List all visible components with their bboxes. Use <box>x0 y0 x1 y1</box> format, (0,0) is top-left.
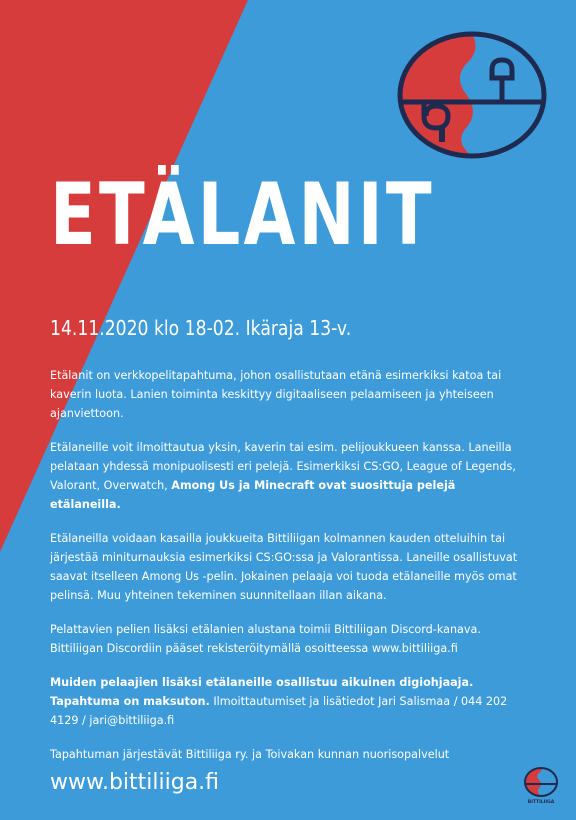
paragraph-discord <box>50 620 526 658</box>
paragraph-bold-text: Among Us ja Minecraft ovat suosittuja pelejä etälaneilla. <box>50 479 456 511</box>
website-link[interactable]: www.bittiliiga.fi <box>50 770 220 795</box>
paragraph-organizers <box>50 745 526 764</box>
bittiliiga-logo-icon <box>521 766 561 804</box>
bittiliiga-logo-icon <box>396 30 548 160</box>
paragraph-games <box>50 438 526 514</box>
paragraph-intro <box>50 366 526 423</box>
paragraph-bold-text: Muiden pelaajien lisäksi etälaneille osallistuu aikuinen digiohjaaja. Tapahtuma on maksuton. <box>50 676 474 708</box>
paragraph-text: Etälaneilla voidaan kasailla joukkueita Bittiliigan kolmannen kauden otteluihin tai järjestää miniturnauksia esimerkiksi CS:GO:ssa ja Valorantissa. Laneille osallistuvat saavat itselleen Among Us -pelin. Jokainen pelaaja voi tuoda etälaneille myös omat pelinsä. Muu yhteinen tekeminen suunnitellaan illan aikana. <box>50 532 518 602</box>
paragraph-text: Etälanit on verkkopelitapahtuma, johon osallistutaan etänä esimerkiksi katoa tai kaverin luota. Lanien toiminta keskittyy digitaaliseen pelaamiseen ja yhteiseen ajanviettoon. <box>50 369 502 420</box>
paragraph-text: Etälaneille voit ilmoittautua yksin, kaverin tai esim. pelijoukkueen kanssa. Laneilla pelataan yhdessä monipuolisesti eri pelejä. Esimerkiksi CS:GO, League of Legends, Valorant, Overwatch, <box>50 441 516 492</box>
page-title: ETÄLANIT <box>50 165 435 265</box>
paragraph-text: Tapahtuman järjestävät Bittiliiga ry. ja Toivakan kunnan nuorisopalvelut <box>50 748 450 761</box>
body-text <box>50 366 526 779</box>
logo-small-text: BITTILIIGA <box>527 800 555 804</box>
event-date-line: 14.11.2020 klo 18-02. Ikäraja 13-v. <box>50 316 352 340</box>
paragraph-teams <box>50 529 526 605</box>
paragraph-registration <box>50 673 526 730</box>
paragraph-text: Ilmoittautumiset ja lisätiedot Jari Salismaa / 044 202 4129 / jari@bittiliiga.fi <box>50 695 508 727</box>
paragraph-text: Pelattavien pelien lisäksi etälanien alustana toimii Bittiliigan Discord-kanava. Bittiliigan Discordiin pääset rekisteröitymällä osoitteessa www.bittiliiga.fi <box>50 623 481 655</box>
